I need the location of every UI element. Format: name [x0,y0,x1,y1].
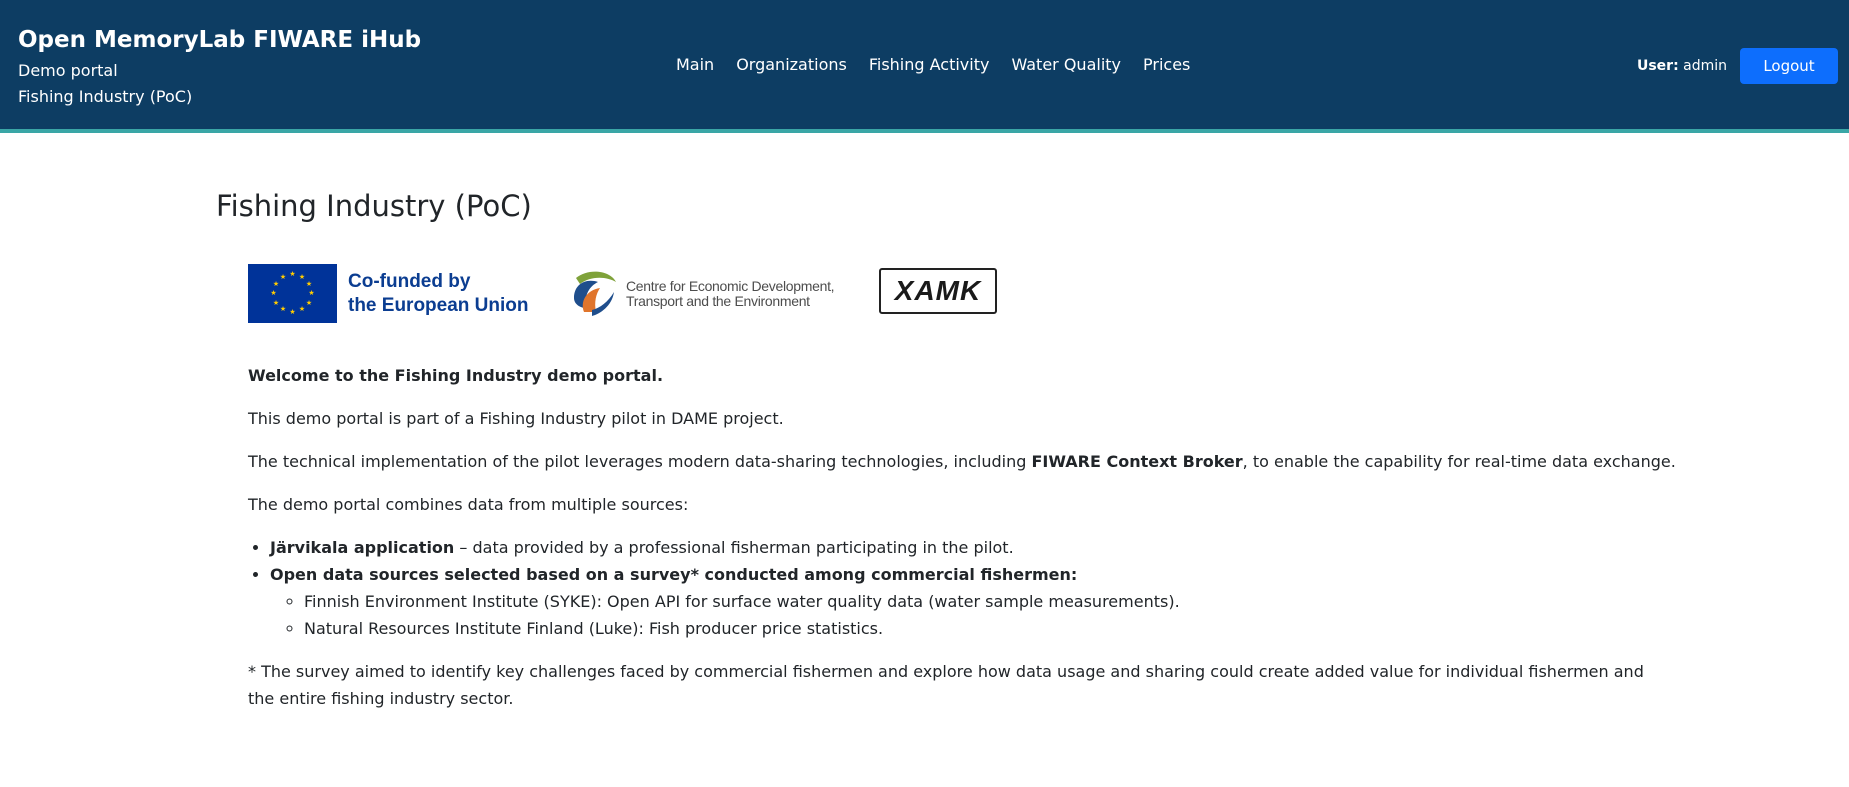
eu-star-icon: ★ [289,270,296,278]
sublist-item-syke: ◦ Finnish Environment Institute (SYKE): Open API for surface water quality data (water sample measurements). [304,588,1636,615]
partner-logos [248,252,1636,344]
ely-logo-line1: Centre for Economic Development, [626,278,835,294]
logout-button[interactable]: Logout [1740,48,1838,84]
eu-star-icon: ★ [289,308,296,316]
intro-text [248,362,1676,712]
nav-main[interactable]: Main [676,55,715,74]
list-item-2-bold: Open data sources selected based on a survey* conducted among commercial fishermen: [270,565,1078,584]
brand [18,24,421,110]
eu-star-icon: ★ [279,272,287,281]
list-item [270,561,1636,642]
eu-star-icon: ★ [305,279,313,288]
ely-logo-text [626,279,834,309]
ely-centre-logo [570,268,834,320]
p2-text-bold: FIWARE Context Broker [1031,452,1243,471]
user-info [1637,56,1727,76]
intro-paragraph-2 [248,448,1676,475]
main-content [216,186,1676,728]
intro-paragraph-3: The demo portal combines data from multiple sources: [248,495,689,514]
eu-star-icon: ★ [270,289,277,297]
eu-star-icon: ★ [279,305,287,314]
eu-star-icon: ★ [298,272,306,281]
open-data-sublist [304,588,1636,642]
sublist-item-luke: ◦ Natural Resources Institute Finland (Luke): Fish producer price statistics. [304,615,1636,642]
list-item-1-bold: Järvikala application [270,538,455,557]
brand-subtitle-portal: Demo portal [18,61,118,80]
list-item [270,534,1636,561]
eu-logo-text [348,270,529,318]
ely-logo-line2: Transport and the Environment [626,293,810,309]
eu-star-icon: ★ [272,279,280,288]
welcome-text: Welcome to the Fishing Industry demo portal. [248,366,664,385]
sources-list [270,534,1636,642]
eu-star-icon: ★ [272,298,280,307]
welcome-heading [248,362,1636,389]
main-nav [676,52,1212,78]
page-title: Fishing Industry (PoC) [216,189,532,223]
list-item-1-text: – data provided by a professional fisherman participating in the pilot. [454,538,1014,557]
user-name: admin [1683,58,1727,74]
eu-logo-line2: the European Union [348,294,529,316]
p2-text-before: The technical implementation of the pilot leverages modern data-sharing technologies, including [248,452,1032,471]
top-header [0,0,1849,133]
ely-leaf-icon [570,268,620,320]
eu-star-icon: ★ [308,289,315,297]
xamk-logo [879,268,997,314]
nav-organizations[interactable]: Organizations [736,55,847,74]
nav-water-quality[interactable]: Water Quality [1011,55,1122,74]
nav-fishing-activity[interactable]: Fishing Activity [868,55,990,74]
eu-flag-icon [248,264,337,323]
p2-text-after: , to enable the capability for real-time data exchange. [1242,452,1676,471]
survey-footnote: * The survey aimed to identify key challenges faced by commercial fishermen and explore how data usage and sharing could create added value for individual fishermen and the entire fishing industry sector. [248,662,1644,708]
eu-star-icon: ★ [305,298,313,307]
user-label: User: [1636,58,1679,74]
brand-title: Open MemoryLab FIWARE iHub [18,27,422,53]
nav-prices[interactable]: Prices [1143,55,1191,74]
brand-subtitle-pilot: Fishing Industry (PoC) [18,87,193,106]
eu-star-icon: ★ [298,305,306,314]
xamk-logo-text: XAMK [894,275,982,306]
intro-paragraph-1: This demo portal is part of a Fishing Industry pilot in DAME project. [248,409,784,428]
eu-cofunded-logo [248,264,529,323]
eu-logo-line1: Co-funded by [348,270,471,292]
